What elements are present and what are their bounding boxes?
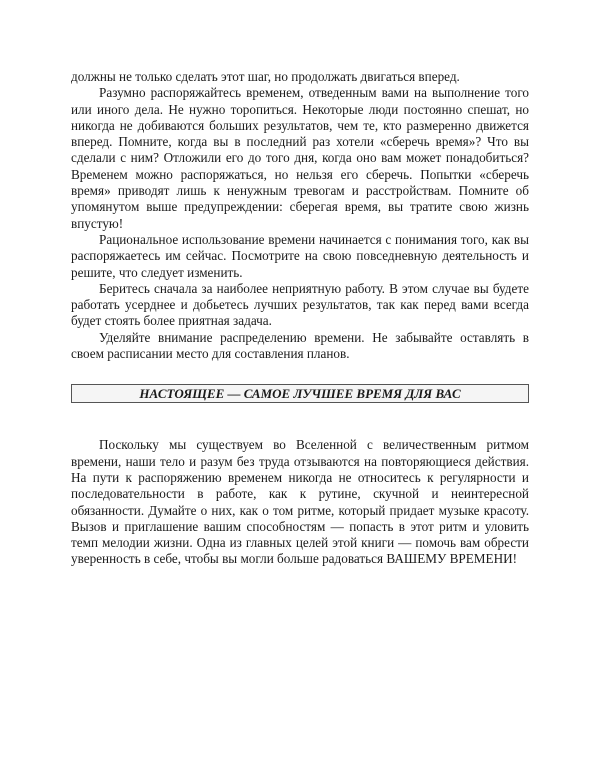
document-page	[71, 69, 529, 568]
paragraph-planning: Уделяйте внимание распределению времени. Не забывайте оставлять в своем расписании место для составления планов.	[71, 329, 529, 362]
paragraph-continuation: должны не только сделать этот шаг, но продолжать двигаться вперед.	[71, 69, 460, 84]
paragraph-time-management: Разумно распоряжайтесь временем, отведенным вами на выполнение того или иного дела. Не нужно торопиться. Некоторые люди постоянно спешат, но никогда не добиваются больших результатов, чем те, кто размеренно движется вперед. Помните, когда вы в последний раз хотели «сберечь время»? Что вы сделали с ним? Отложили его до того дня, когда оно вам может понадобиться? Временем можно распоряжаться, но нельзя его сберечь. Попытки «сберечь время» приводят лишь к ненужным тревогам и расстройствам. Помните об упомянутом выше предупреждении: сберегая время, вы тратите свою жизнь впустую!	[71, 85, 529, 231]
paragraph-rhythm: Поскольку мы существуем во Вселенной с величественным ритмом времени, наши тело и разум без труда отзываются на повторяющиеся действия. На пути к распоряжению временем никогда не относитесь к регулярности и последовательности в работе, как к рутине, скучной и неинтересной обязанности. Думайте о них, как о том ритме, который придает музыке красоту. Вызов и приглашение вашим способностям — попасть в этот ритм и уловить темп мелодии жизни. Одна из главных целей этой книги — помочь вам обрести уверенность в себе, чтобы вы могли больше радоваться ВАШЕМУ ВРЕМЕНИ!	[71, 437, 529, 567]
paragraph-unpleasant-work: Беритесь сначала за наиболее неприятную работу. В этом случае вы будете работать усерднее и добьетесь лучших результатов, так как перед вами всегда будет стоять более приятная задача.	[71, 280, 529, 329]
section-heading: НАСТОЯЩЕЕ — САМОЕ ЛУЧШЕЕ ВРЕМЯ ДЛЯ ВАС	[71, 384, 529, 403]
section-body	[71, 437, 529, 567]
paragraph-rational-use: Рациональное использование времени начинается с понимания того, как вы распоряжаетесь им сейчас. Посмотрите на свою повседневную деятельность и решите, что следует изменить.	[71, 231, 529, 280]
